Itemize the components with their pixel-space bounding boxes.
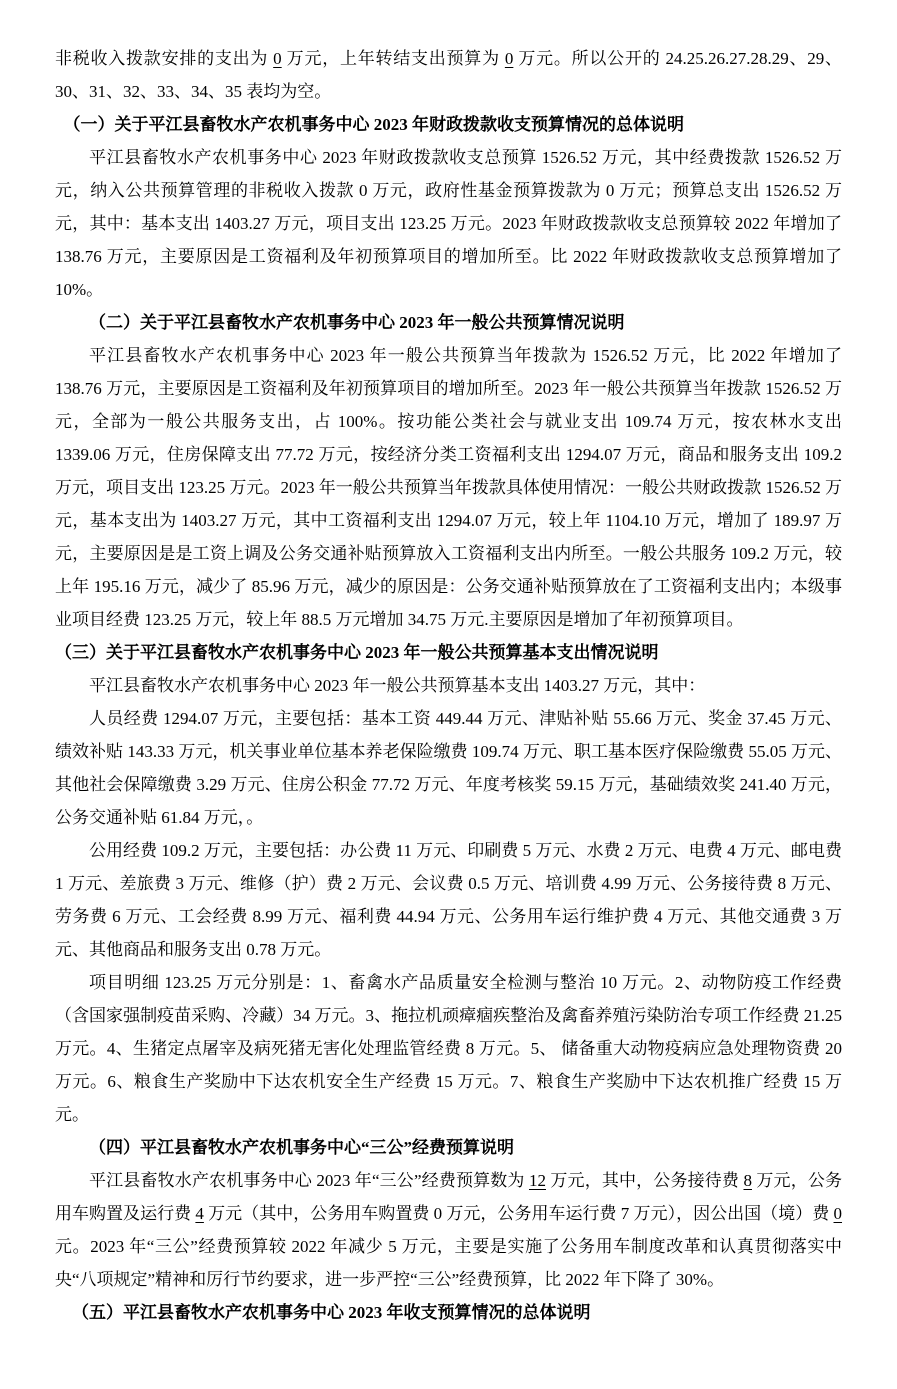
paragraph: [55, 339, 842, 636]
text-run: 平江县畜牧水产农机事务中心 2023 年“三公”经费预算数为: [89, 1171, 529, 1190]
section-heading: [55, 1131, 842, 1164]
section-heading: [55, 108, 842, 141]
section-heading: [55, 306, 842, 339]
paragraph: [55, 141, 842, 306]
text-run: 平江县畜牧水产农机事务中心 2023 年财政拨款收支总预算 1526.52 万元，其中经费拨款 1526.52 万元，纳入公共预算管理的非税收入拨款 0 万元，政府性基金预算拨款为 0 万元；预算总支出 1526.52 万元，其中：基本支出 1403.27 万元，项目支出 123.25 万元。2023 年财政拨款收支总预算较 2022 年增加了 138.76 万元，主要原因是工资福利及年初预算项目的增加所至。比 2022 年财政拨款收支总预算增加了 10%。: [55, 148, 842, 299]
text-run: 元。2023 年“三公”经费预算较 2022 年减少 5 万元，主要是实施了公务用车制度改革和认真贯彻落实中央“八项规定”精神和厉行节约要求，进一步严控“三公”经费预算，比 2022 年下降了 30%。: [55, 1237, 842, 1289]
text-run: （五）平江县畜牧水产农机事务中心 2023 年收支预算情况的总体说明: [72, 1303, 591, 1322]
underlined-value: 12: [528, 1171, 546, 1190]
text-run: 万元。所以公开的 24.25.26.27.28.29、29、30、31、32、33、34、35 表均为空。: [55, 49, 843, 101]
underlined-value: 0: [273, 49, 282, 68]
paragraph: [55, 834, 842, 966]
text-run: 公用经费 109.2 万元，主要包括：办公费 11 万元、印刷费 5 万元、水费 2 万元、电费 4 万元、邮电费 1 万元、差旅费 3 万元、维修（护）费 2 万元、会议费 0.5 万元、培训费 4.99 万元、公务接待费 8 万元、劳务费 6 万元、工会经费 8.99 万元、福利费 44.94 万元、公务用车运行维护费 4 万元、其他交通费 3 万元、其他商品和服务支出 0.78 万元。: [55, 841, 842, 959]
paragraph: [55, 669, 842, 702]
underlined-value: 0: [833, 1204, 843, 1223]
paragraph: [55, 966, 842, 1131]
text-run: 人员经费 1294.07 万元，主要包括：基本工资 449.44 万元、津贴补贴 55.66 万元、奖金 37.45 万元、绩效补贴 143.33 万元，机关事业单位基本养老保险缴费 109.74 万元、职工基本医疗保险缴费 55.05 万元、其他社会保障缴费 3.29 万元、住房公积金 77.72 万元、年度考核奖 59.15 万元，基础绩效奖 241.40 万元，公务交通补贴 61.84 万元，。: [55, 709, 842, 827]
text-run: 平江县畜牧水产农机事务中心 2023 年一般公共预算基本支出 1403.27 万元，其中：: [89, 676, 706, 695]
underlined-value: 8: [743, 1171, 752, 1190]
section-heading: [55, 1296, 842, 1329]
text-run: （四）平江县畜牧水产农机事务中心“三公”经费预算说明: [89, 1138, 514, 1157]
text-run: （二）关于平江县畜牧水产农机事务中心 2023 年一般公共预算情况说明: [89, 313, 625, 332]
text-run: （三）关于平江县畜牧水产农机事务中心 2023 年一般公共预算基本支出情况说明: [55, 643, 659, 662]
text-run: 非税收入拨款安排的支出为: [55, 49, 274, 68]
text-run: 万元，公务用车购置及运行费: [55, 1171, 843, 1223]
paragraph: [55, 1164, 842, 1296]
document-body: [55, 42, 842, 1329]
underlined-value: 4: [195, 1204, 204, 1223]
paragraph: [55, 702, 842, 834]
text-run: （一）关于平江县畜牧水产农机事务中心 2023 年财政拨款收支预算情况的总体说明: [63, 115, 684, 134]
section-heading: [55, 636, 842, 669]
text-run: 平江县畜牧水产农机事务中心 2023 年一般公共预算当年拨款为 1526.52 万元，比 2022 年增加了 138.76 万元，主要原因是工资福利及年初预算项目的增加所至。2023 年一般公共预算当年拨款 1526.52 万元，全部为一般公共服务支出，占 100%。按功能公类社会与就业支出 109.74 万元，按农林水支出 1339.06 万元，住房保障支出 77.72 万元，按经济分类工资福利支出 1294.07 万元，商品和服务支出 109.2 万元，项目支出 123.25 万元。2023 年一般公共预算当年拨款具体使用情况：一般公共财政拨款 1526.52 万元，基本支出为 1403.27 万元，其中工资福利支出 1294.07 万元，较上年 1104.10 万元，增加了 189.97 万元，主要原因是是工资上调及公务交通补贴预算放入工资福利支出内所至。一般公共服务 109.2 万元，较上年 195.16 万元，减少了 85.96 万元，减少的原因是：公务交通补贴预算放在了工资福利支出内；本级事业项目经费 123.25 万元，较上年 88.5 万元增加 34.75 万元.主要原因是增加了年初预算项目。: [55, 346, 842, 629]
text-run: 万元，上年转结支出预算为: [281, 49, 505, 68]
text-run: 万元，其中，公务接待费: [545, 1171, 744, 1190]
paragraph: [55, 42, 842, 108]
text-run: 项目明细 123.25 万元分别是：1、畜禽水产品质量安全检测与整治 10 万元。2、动物防疫工作经费（含国家强制疫苗采购、冷藏）34 万元。3、拖拉机顽瘴痼疾整治及禽畜养殖污染防治专项工作经费 21.25 万元。4、生猪定点屠宰及病死猪无害化处理监管经费 8 万元。5、 储备重大动物疫病应急处理物资费 20 万元。6、粮食生产奖励中下达农机安全生产经费 15 万元。7、粮食生产奖励中下达农机推广经费 15 万元。: [55, 973, 842, 1124]
text-run: 万元（其中，公务用车购置费 0 万元，公务用车运行费 7 万元），因公出国（境）费: [203, 1204, 834, 1223]
underlined-value: 0: [504, 49, 514, 68]
